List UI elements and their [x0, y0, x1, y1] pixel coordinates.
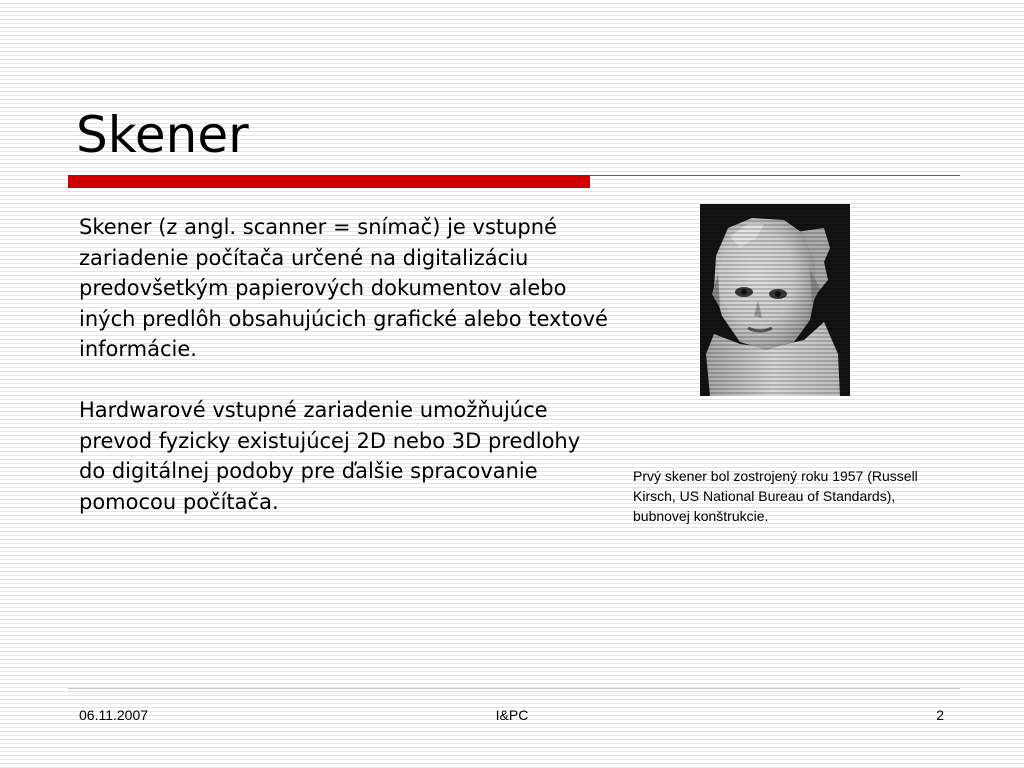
body-text [79, 212, 609, 517]
footer-title: I&PC [495, 707, 529, 723]
title-divider-thick [68, 175, 590, 188]
title-divider-thin [590, 175, 960, 176]
image-caption: Prvý skener bol zostrojený roku 1957 (Russell Kirsch, US National Bureau of Standards), bubnovej konštrukcie. [633, 468, 918, 524]
slide-title: Skener [76, 106, 249, 164]
scanned-baby-photo [700, 204, 850, 396]
baby-portrait-image [700, 204, 850, 396]
footer-date: 06.11.2007 [79, 707, 149, 723]
paragraph-definition: Skener (z angl. scanner = snímač) je vstupné zariadenie počítača určené na digitalizáciu predovšetkým papierových dokumentov alebo iných predlôh obsahujúcich grafické alebo textové informácie. [79, 215, 608, 361]
paragraph-hardware: Hardwarové vstupné zariadenie umožňujúce prevod fyzicky existujúcej 2D nebo 3D predlohy do digitálnej podoby pre ďalšie spracovanie pomocou počítača. [79, 398, 581, 514]
page-number: 2 [936, 707, 944, 723]
footer-divider [68, 688, 960, 689]
title-divider [68, 175, 960, 188]
